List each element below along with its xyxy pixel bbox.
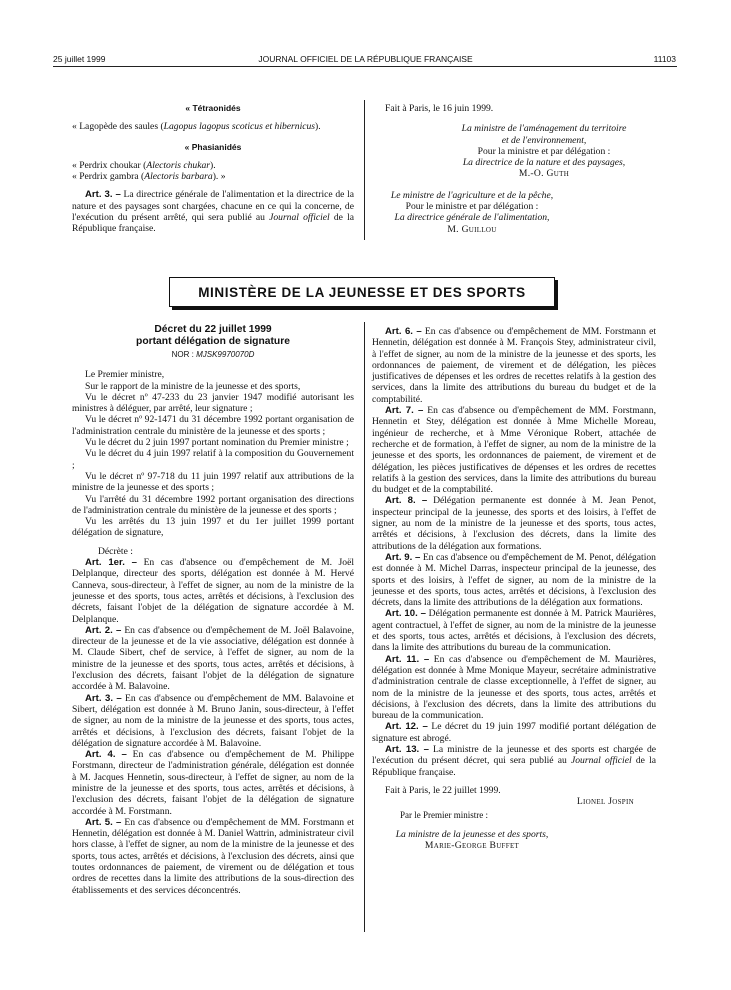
- article-6: Art. 6. – En cas d'absence ou d'empêchement de MM. Forstmann et Hennetin, délégation est donnée à M. François Stey, administrateur civil, à l'effet de signer, au nom de la ministre de la jeunesse et des sports, les ordonnances de paiement, de virement et de délégation, les pièces justificatives de dépenses et les ordres de recettes relatifs à la gestion des services, dans la limite des attributions du bureau du budget et de la comptabilité.: [372, 326, 656, 405]
- signatory-jospin: Lionel Jospin: [576, 796, 634, 808]
- preamble-7: Vu le décret nº 97-718 du 11 juin 1997 relatif aux attributions de la ministre de la jeunesse et des sports ;: [72, 470, 354, 494]
- article-3: Art. 3. – La directrice générale de l'alimentation et la directrice de la nature et des paysages sont chargées, chacune en ce qui la concerne, de l'exécution du présent arrêté, qui sera publié au Journal officiel de la République française.: [72, 189, 354, 235]
- article-5: Art. 5. – En cas d'absence ou d'empêchement de MM. Forstmann et Hennetin, délégation est donnée à M. Daniel Wattrin, administrateur civil hors classe, à l'effet de signer, au nom de la ministre de la jeunesse et des sports, tous actes, arrêtés et décisions, à l'exclusion des décrets, ainsi que toutes ordonnances de paiement, de virement ou de délégation et tous ordres de recettes dans la limite des attributions de la sous-direction des établissements et des services déconcentrés.: [72, 816, 354, 896]
- preamble-3: Vu le décret nº 47-233 du 23 janvier 1947 modifié autorisant les ministres à déléguer, par arrêté, leur signature ;: [72, 391, 354, 415]
- header-rule: [53, 66, 677, 67]
- signatory-buffet: Marie-George Buffet: [424, 840, 520, 852]
- decree-left-column: [72, 324, 354, 896]
- article-12: Art. 12. – Le décret du 19 juin 1997 modifié portant délégation de signature est abrogé.: [372, 721, 656, 744]
- article-13: Art. 13. – La ministre de la jeunesse et des sports est chargée de l'exécution du présent décret, qui sera publié au Journal officiel de la République française.: [372, 743, 656, 778]
- preamble-5: Vu le décret du 2 juin 1997 portant nomination du Premier ministre ;: [85, 437, 349, 449]
- journal-title: JOURNAL OFFICIEL DE LA RÉPUBLIQUE FRANÇAISE: [258, 54, 473, 64]
- top-left-column: [72, 103, 354, 235]
- decrete: Décrète :: [98, 545, 133, 557]
- page-number: 11103: [653, 54, 676, 64]
- article-10: Art. 10. – Délégation permanente est donnée à M. Patrick Maurières, agent contractuel, à l'effet de signer, au nom de la ministre de la jeunesse et des sports, tous actes, arrêtés et décisions, à l'exclusion des décrets, dans la limite des attributions du bureau de la communication.: [372, 608, 656, 654]
- preamble-6: Vu le décret du 4 juin 1997 relatif à la composition du Gouvernement ;: [72, 448, 354, 471]
- column-divider-bottom: [364, 322, 365, 932]
- top-right-column: [372, 103, 656, 235]
- minister-signature: La ministre de la jeunesse et des sports, Marie-George Buffet: [372, 829, 572, 852]
- par-le-premier-ministre: Par le Premier ministre :: [400, 810, 488, 821]
- signatory-guth: M.-O. Guth: [518, 168, 570, 180]
- article-2: Art. 2. – En cas d'absence ou d'empêchement de M. Joël Balavoine, directeur de la jeunesse et de la vie associative, délégation est donnée à M. Claude Sibert, chef de service, à l'effet de signer, au nom de la ministre de la jeunesse et des sports, tous actes, arrêtés et décisions, à l'exclusion des décrets, faisant l'objet de la délégation de signature accordée à M. Balavoine.: [72, 624, 354, 693]
- signatory-guillou: M. Guillou: [447, 223, 497, 235]
- article-11: Art. 11. – En cas d'absence ou d'empêchement de M. Maurières, délégation est donnée à Mme Monique Mayeur, secrétaire administrative d'administration centrale de classe exceptionnelle, à l'effet de signer, au nom de la ministre de la jeunesse et des sports, tous actes, arrêtés et décisions, à l'exclusion des décrets, dans la limite des attributions du bureau de la communication.: [372, 653, 656, 722]
- phasianides-heading: « Phasianidés: [184, 141, 242, 152]
- nor-reference: NOR : MJSK9970070D: [171, 350, 255, 359]
- decree-right-column: [372, 326, 656, 851]
- fait-paris-22-juillet: Fait à Paris, le 22 juillet 1999.: [385, 784, 501, 796]
- preamble-1: Le Premier ministre,: [85, 369, 165, 381]
- preamble-8: Vu l'arrêté du 31 décembre 1992 portant organisation des directions de l'administration centrale du ministère de la jeunesse et des sports ;: [72, 493, 354, 516]
- phasianides-item-1: « Perdrix choukar (Alectoris chukar).: [72, 159, 216, 171]
- column-divider-top: [364, 100, 365, 240]
- decree-subtitle: portant délégation de signature: [136, 336, 290, 347]
- article-9: Art. 9. – En cas d'absence ou d'empêchement de M. Penot, délégation est donnée à M. Michel Darras, inspecteur principal de la jeunesse, des sports et des loisirs, à l'effet de signer, au nom de la ministre de la jeunesse et des sports, tous actes, arrêtés et décisions, à l'exclusion des décrets, dans la limite des attributions de la délégation aux formations.: [372, 551, 656, 609]
- tetraonides-heading: « Tétraonidés: [185, 103, 241, 113]
- phasianides-item-2: « Perdrix gambra (Alectoris barbara). »: [72, 171, 226, 183]
- signature-block-2: Le ministre de l'agriculture et de la pêche, Pour le ministre et par délégation : La directrice générale de l'alimentation, M. Guillou: [372, 190, 572, 235]
- preamble-2: Sur le rapport de la ministre de la jeunesse et des sports,: [85, 380, 301, 392]
- decree-title: Décret du 22 juillet 1999: [154, 324, 272, 335]
- preamble-9: Vu les arrêtés du 13 juin 1997 et du 1er juillet 1999 portant délégation de signature,: [72, 516, 354, 539]
- preamble-4: Vu le décret nº 92-1471 du 31 décembre 1992 portant organisation de l'administration centrale du ministère de la jeunesse et des sports ;: [72, 414, 354, 437]
- signature-block-1: La ministre de l'aménagement du territoire et de l'environnement, Pour la ministre et par délégation : La directrice de la nature et des paysages, M.-O. Guth: [432, 123, 656, 179]
- page-date: 25 juillet 1999: [53, 54, 106, 64]
- tetraonides-item: « Lagopède des saules (Lagopus lagopus scoticus et hibernicus).: [72, 121, 321, 133]
- article-3-decree: Art. 3. – En cas d'absence ou d'empêchement de MM. Balavoine et Sibert, délégation est donnée à M. Bruno Janin, sous-directeur, à l'effet de signer, au nom de la ministre de la jeunesse et des sports, tous actes, arrêtés et décisions, à l'exclusion des décrets, faisant l'objet de la délégation de signature accordée à M. Balavoine.: [72, 692, 354, 749]
- fait-paris-16-juin: Fait à Paris, le 16 juin 1999.: [385, 103, 494, 114]
- article-4: Art. 4. – En cas d'absence ou d'empêchement de M. Philippe Forstmann, directeur de l'administration générale, délégation est donnée à M. Jacques Hennetin, sous-directeur, à l'effet de signer, au nom de la ministre de la jeunesse et des sports, tous actes, arrêtés et décisions, à l'exclusion des décrets, faisant l'objet de la délégation de signature accordée à M. Forstmann.: [72, 749, 354, 817]
- article-1: Art. 1er. – En cas d'absence ou d'empêchement de M. Joël Delplanque, directeur des sports, délégation est donnée à M. Hervé Canneva, sous-directeur, à l'effet de signer, au nom de la ministre de la jeunesse et des sports, tous actes, arrêtés et décisions, à l'exclusion des décrets, faisant l'objet de la délégation de signature accordée à M. Delplanque.: [72, 557, 355, 625]
- ministry-banner: MINISTÈRE DE LA JEUNESSE ET DES SPORTS: [169, 277, 555, 307]
- article-7: Art. 7. – En cas d'absence ou d'empêchement de MM. Forstmann, Hennetin et Stey, délégation est donnée à Mme Michelle Moreau, ingénieur de recherche, et à Mme Véronique Robert, attachée de recherche et de formation, à l'effet de signer, au nom de la ministre de la jeunesse et des sports, les ordonnances de paiement, de virement et de délégation, les pièces justificatives de dépenses et les ordres de recettes relatifs à la gestion des services, dans la limite des attributions du bureau du budget et de la comptabilité.: [372, 405, 656, 496]
- article-8: Art. 8. – Délégation permanente est donnée à M. Jean Penot, inspecteur principal de la jeunesse, des sports et des loisirs, à l'effet de signer, au nom de la ministre de la jeunesse et des sports, tous actes, arrêtés et décisions, à l'exclusion des décrets, dans la limite des attributions de la délégation aux formations.: [372, 495, 656, 552]
